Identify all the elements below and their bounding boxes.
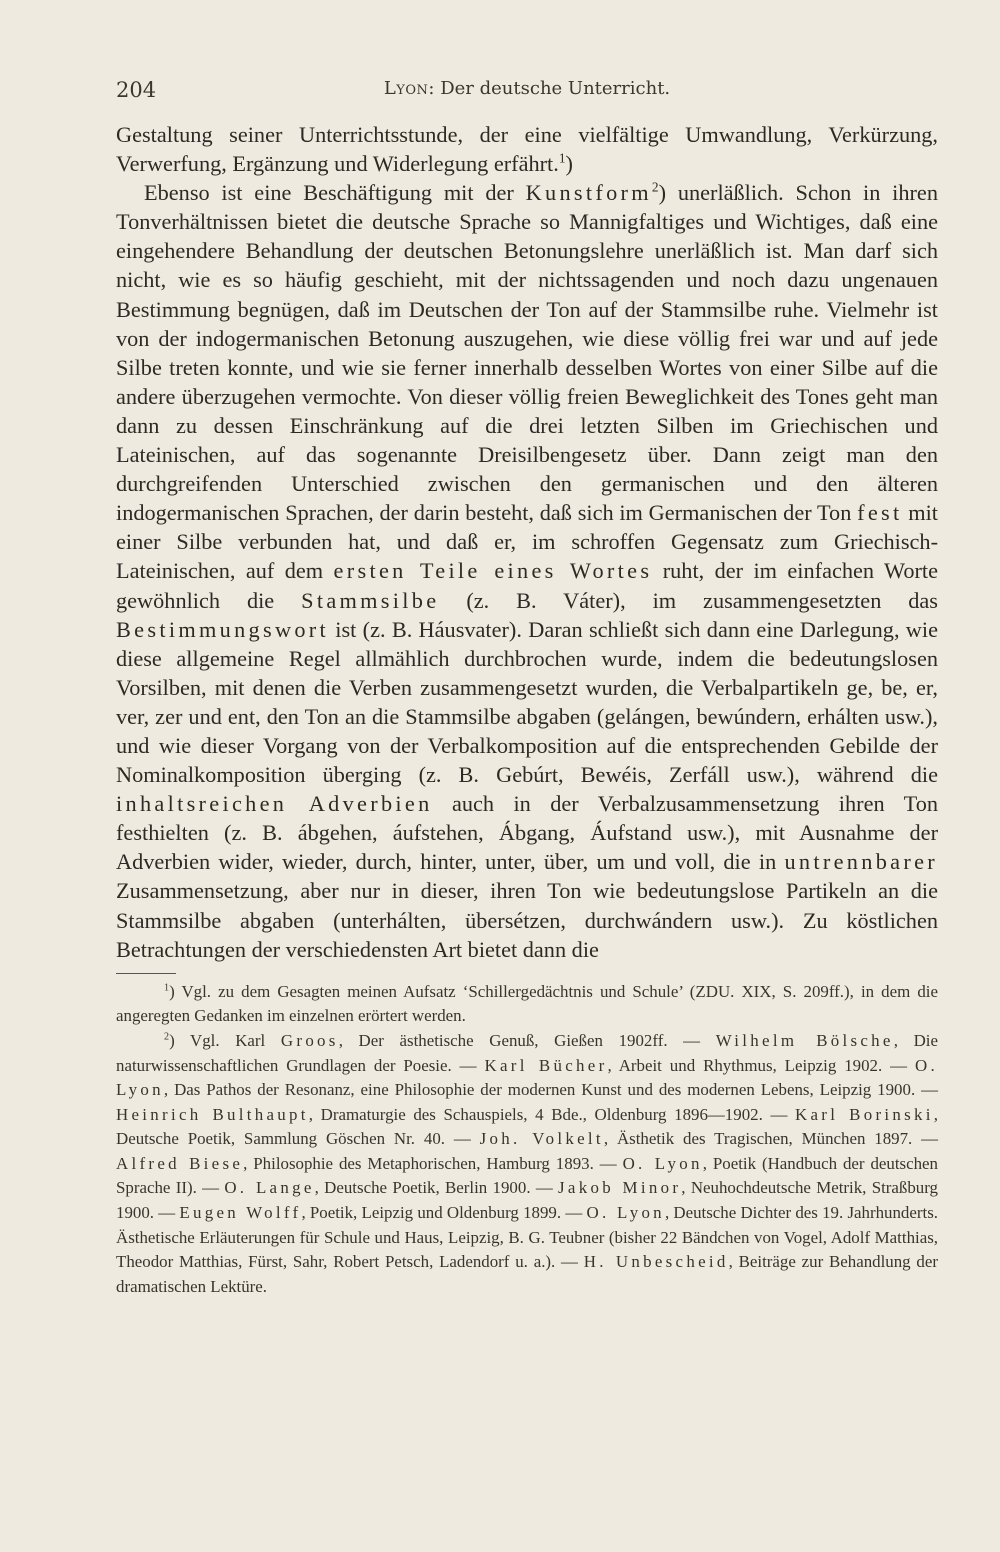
author-name: Joh. Volkelt bbox=[479, 1129, 604, 1149]
text-run: ) unerläßlich. Schon in ihren Tonverhältnissen bietet die deutsche Sprache so Mannigfaltiges und Wichtiges, daß eine eingehendere Behandlung der deutschen Betonungslehre unerläßlich ist. Man darf sich nicht, wie es so häufig geschieht, mit der nichtssagenden und noch dazu ungenauen Bestimmung begnügen, daß im Deutschen der Ton auf der Stammsilbe ruhe. Vielmehr ist von der indogermanischen Betonung auszugehen, wie diese völlig frei war und auf jede Silbe treten konnte, und wie sie ferner innerhalb desselben Wortes von einer Silbe auf die andere überzugehen vermochte. Von dieser völlig freien Beweglichkeit des Tones geht man dann zu dessen Einschränkung auf die drei letzten Silben im Griechischen und Lateinischen, auf das sogenannte Dreisilbengesetz über. Dann zeigt man den durchgreifenden Unterschied zwischen den germanischen und den älteren indogermanischen Sprachen, der darin besteht, daß sich im Germanischen der Ton bbox=[116, 180, 938, 526]
emphasis-spaced: ersten Teile eines Wortes bbox=[333, 558, 653, 584]
author-name: O. Lyon bbox=[116, 1055, 938, 1100]
text-run: Ebenso ist eine Beschäftigung mit der bbox=[144, 180, 526, 206]
text-run: , Poetik (Handbuch der deutschen Sprache II). — bbox=[116, 1153, 938, 1198]
page-number: 204 bbox=[116, 78, 157, 102]
paragraph-2 bbox=[116, 178, 938, 964]
footnote-mark-2: 2 bbox=[164, 1031, 170, 1043]
running-title-text: : Der deutsche Unterricht. bbox=[428, 78, 671, 99]
text-run: , Beiträge zur Behandlung der dramatischen Lektüre. bbox=[116, 1252, 938, 1296]
author-name: Jakob Minor bbox=[558, 1178, 682, 1198]
body-text bbox=[116, 120, 938, 964]
text-run: , Deutsche Dichter des 19. Jahrhunderts. Ästhetische Erläuterungen für Schule und Haus, Leipzig, B. G. Teubner (bisher 22 Bändchen von Vogel, Adolf Matthias, Theodor Matthias, Fürst, Sahr, Robert Petsch, Ladendorf u. a.). — bbox=[116, 1203, 938, 1272]
text-run: ) bbox=[565, 151, 573, 177]
footnote-2 bbox=[116, 1029, 938, 1300]
running-title bbox=[116, 78, 938, 99]
page-header bbox=[116, 78, 938, 112]
author-name: H. Unbescheid bbox=[583, 1252, 729, 1272]
text-run: , Deutsche Poetik, Sammlung Göschen Nr. 40. — bbox=[116, 1104, 938, 1149]
text-run: (z. B. Váter), im zusammengesetzten das bbox=[439, 587, 938, 613]
footnote-1 bbox=[116, 980, 938, 1029]
emphasis-spaced: inhaltsreichen Adverbien bbox=[116, 791, 433, 817]
author-name: Alfred Biese bbox=[116, 1153, 244, 1173]
emphasis-spaced: Stammsilbe bbox=[301, 587, 440, 613]
author-name: Wilhelm Bölsche bbox=[715, 1030, 894, 1050]
text-run: , Ästhetik des Tragischen, München 1897. — bbox=[603, 1129, 938, 1149]
author-name: Karl Bücher bbox=[484, 1055, 608, 1075]
text-run: ) Vgl. zu dem Gesagten meinen Aufsatz ‘Schillergedächtnis und Schule’ (ZDU. XIX, S. 209ff.), in dem die angeregten Gedanken im einzelnen erörtert werden. bbox=[116, 981, 938, 1026]
author-name: O. Lyon bbox=[586, 1203, 665, 1223]
running-title-author: Lyon bbox=[383, 78, 429, 99]
footnote-ref-1: 1 bbox=[558, 150, 566, 166]
author-name: Heinrich Bulthaupt bbox=[116, 1104, 309, 1124]
text-run: , Deutsche Poetik, Berlin 1900. — bbox=[314, 1178, 559, 1198]
text-run: , Arbeit und Rhythmus, Leipzig 1902. — bbox=[607, 1055, 915, 1075]
text-run: , Die naturwissenschaftlichen Grundlagen der Poesie. — bbox=[116, 1030, 938, 1075]
paragraph-1 bbox=[116, 120, 938, 178]
text-run: ist (z. B. Háusvater). Daran schließt sich dann eine Darlegung, wie diese allgemeine Regel allmählich durchbrochen wurde, indem die bedeutungslosen Vorsilben, mit denen die Verben zusammengesetzt wurden, die Verbalpartikeln ge, be, er, ver, zer und ent, den Ton an die Stammsilbe abgaben (gelángen, bewúndern, erhálten usw.), und wie dieser Vorgang von der Verbalkomposition auf die entsprechenden Gebilde der Nominalkomposition überging (z. B. Gebúrt, Bewéis, Zerfáll usw.), während die bbox=[116, 616, 938, 788]
author-name: O. Lange bbox=[224, 1178, 315, 1198]
text-run: auch in der Verbalzusammensetzung ihren Ton festhielten (z. B. ábgehen, áufstehen, Ábgang, Áufstand usw.), mit Ausnahme der Adverbien wider, wieder, durch, hinter, unter, über, um und voll, die in bbox=[116, 791, 938, 875]
text-run: , Dramaturgie des Schauspiels, 4 Bde., Oldenburg 1896—1902. — bbox=[308, 1104, 796, 1124]
author-name: Groos bbox=[280, 1030, 339, 1050]
text-run: ) Vgl. Karl bbox=[169, 1030, 281, 1050]
text-run: mit einer Silbe verbunden hat, und daß er, im schroffen Gegensatz zum Griechisch-Lateinischen, auf dem bbox=[116, 500, 938, 584]
text-run: Gestaltung seiner Unterrichtsstunde, der eine vielfältige Umwandlung, Verkürzung, Verwerfung, Ergänzung und Widerlegung erfährt. bbox=[116, 122, 938, 177]
footnote-separator bbox=[116, 973, 176, 974]
footnote-ref-2: 2 bbox=[651, 179, 659, 195]
text-run: , Der ästhetische Genuß, Gießen 1902ff. — bbox=[338, 1030, 716, 1050]
author-name: O. Lyon bbox=[622, 1153, 703, 1173]
emphasis-spaced: Bestimmungswort bbox=[116, 616, 330, 642]
text-run: , Philosophie des Metaphorischen, Hamburg 1893. — bbox=[243, 1153, 623, 1173]
footnote-mark-1: 1 bbox=[164, 982, 170, 994]
author-name: Karl Borinski bbox=[795, 1104, 934, 1124]
author-name: Eugen Wolff bbox=[179, 1203, 302, 1223]
emphasis-spaced: fest bbox=[857, 500, 903, 526]
text-run: , Das Pathos der Resonanz, eine Philosophie der modernen Kunst und des modernen Lebens, Leipzig 1900. — bbox=[163, 1080, 938, 1100]
footnotes bbox=[116, 980, 938, 1300]
text-run: , Neuhochdeutsche Metrik, Straßburg 1900. — bbox=[116, 1178, 939, 1223]
text-run: ruht, der im einfachen Worte gewöhnlich die bbox=[116, 558, 938, 613]
text-run: , Poetik, Leipzig und Oldenburg 1899. — bbox=[301, 1203, 587, 1223]
text-run: Zusammensetzung, aber nur in dieser, ihren Ton wie bedeutungslose Partikeln an die Stammsilbe abgaben (unterhálten, übersétzen, durchwándern usw.). Zu köstlichen Betrachtungen der verschiedensten Art bietet dann die bbox=[116, 878, 938, 962]
emphasis-spaced: Kunstform bbox=[525, 180, 652, 206]
emphasis-spaced: untrennbarer bbox=[784, 849, 938, 875]
